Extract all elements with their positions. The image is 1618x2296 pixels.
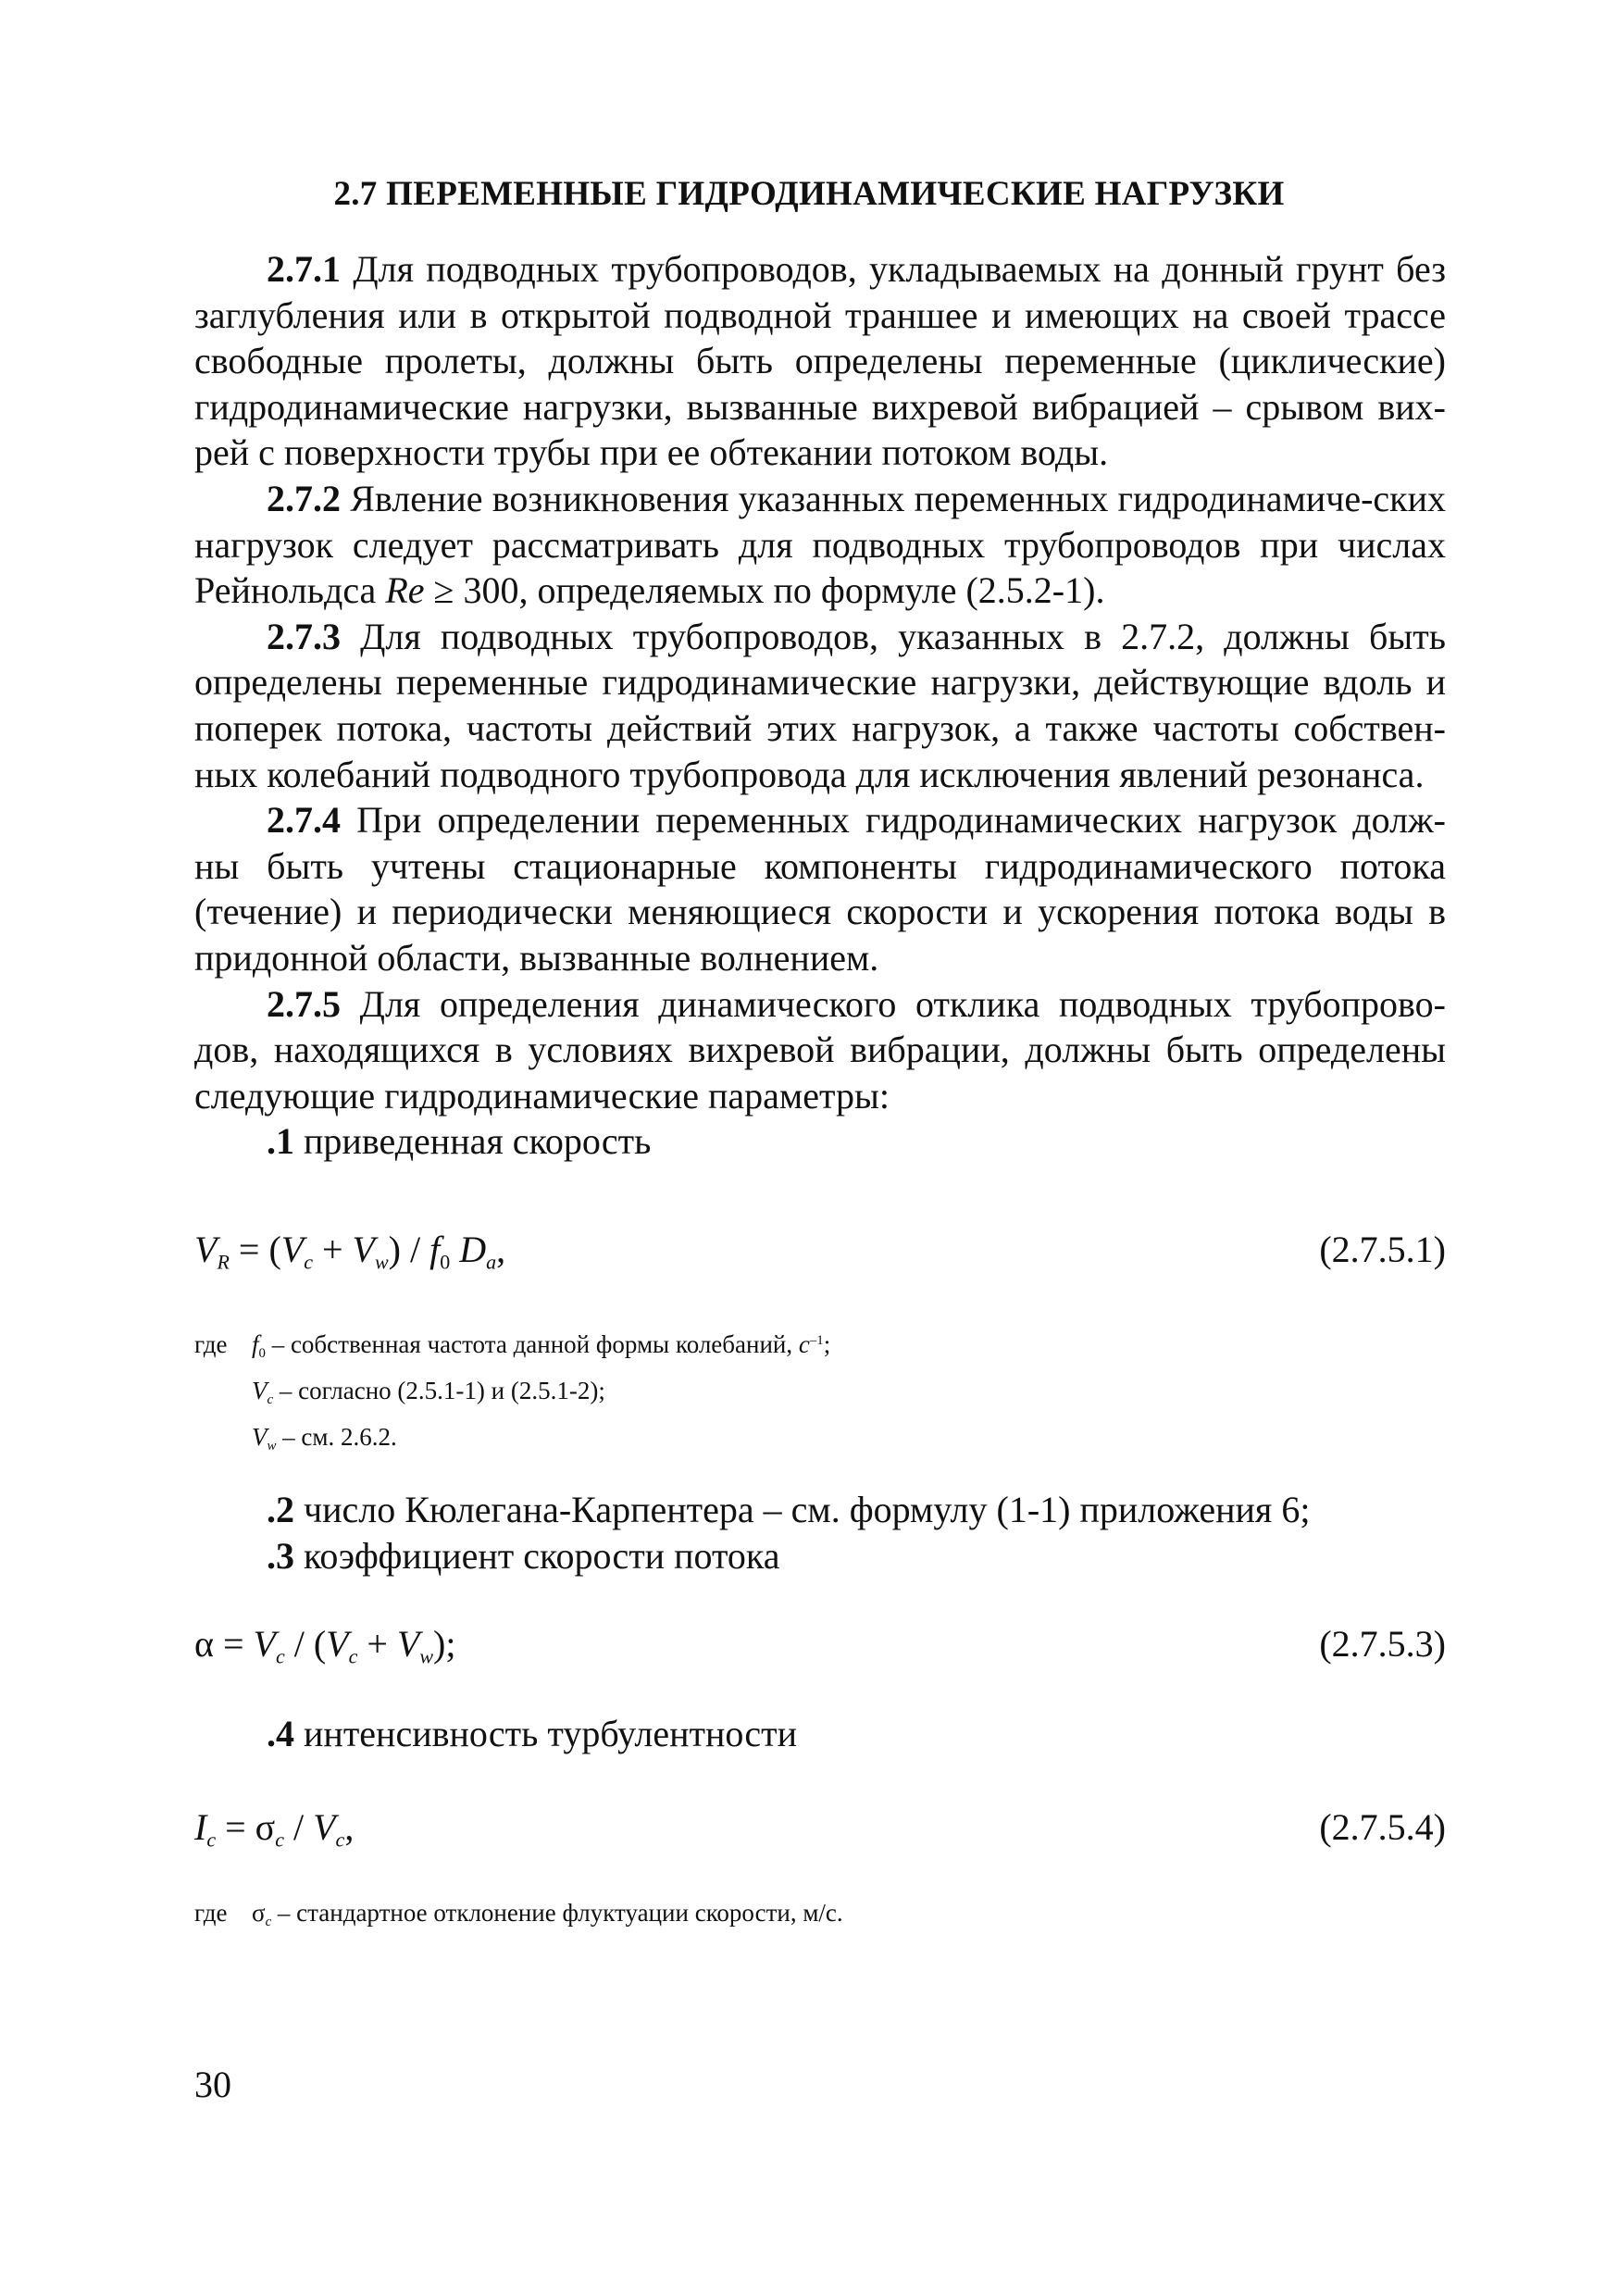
item-text: приведенная скорость [294, 1120, 652, 1163]
formula-2-7-5-1 [194, 1228, 1446, 1283]
list-item-3 [194, 1533, 1446, 1579]
where-unit-exponent: –1 [809, 1333, 824, 1348]
paragraph-2-7-1 [194, 246, 1446, 476]
where-vw-description: – см. 2.6.2. [276, 1423, 397, 1452]
formula-number: (2.7.5.1) [1319, 1229, 1446, 1270]
body-text-block [194, 246, 1446, 1165]
where-clause-1: где $f_0$ – собственная частота данной формы колебаний, $с^{-1}$; $V_c$ – согласно (2.5.1-1) и (2.5.1-2); $V_w$ – см. 2.6.2. [194, 1322, 830, 1465]
where-unit: с [798, 1329, 810, 1358]
paragraph-number: 2.7.4 [267, 799, 341, 842]
where-label: где [194, 1329, 228, 1358]
page-number: 30 [194, 2064, 231, 2105]
item-text: число Кюлегана-Карпентера – см. формулу (1-1) приложения 6; [294, 1489, 1311, 1530]
paragraph-text: ≥ 300, определяемых по формуле (2.5.2-1). [424, 569, 1105, 612]
where-f0-description: – собственная частота данной формы колебаний, [265, 1329, 799, 1358]
paragraph-text: Для определения динамического отклика подводных трубопрово-дов, находящихся в условиях вихревой вибрации, должны быть определены следующие гидродинамические параметры: [194, 982, 1446, 1117]
reynolds-symbol: Re [385, 569, 425, 612]
formula-number: (2.7.5.3) [1319, 1623, 1446, 1665]
item-number: .4 [267, 1713, 294, 1754]
formula-expression: $\alpha = V_c / (V_c + V_w)$; [194, 1623, 456, 1668]
formula-number: (2.7.5.4) [1319, 1806, 1446, 1848]
formula-expression: $V_R = (V_c + V_w) / f_0$ $D_a$, [194, 1229, 506, 1274]
body-text-block [194, 1487, 1446, 1578]
item-text: коэффициент скорости потока [294, 1534, 780, 1577]
paragraph-2-7-2 [194, 476, 1446, 614]
formula-expression: $I_c = \sigma_c / V_c$, [194, 1806, 355, 1852]
where-unit-end: ; [823, 1329, 831, 1358]
item-number: .3 [267, 1534, 294, 1577]
paragraph-2-7-4 [194, 797, 1446, 980]
list-item-2 [194, 1487, 1446, 1533]
item-number: .2 [267, 1489, 294, 1530]
paragraph-number: 2.7.5 [267, 982, 341, 1025]
paragraph-2-7-5 [194, 981, 1446, 1119]
section-heading: 2.7 ПЕРЕМЕННЫЕ ГИДРОДИНАМИЧЕСКИЕ НАГРУЗКИ [333, 175, 1285, 213]
paragraph-number: 2.7.2 [267, 477, 341, 519]
paragraph-text: Явление возникновения указанных переменных гидродинамиче-ских нагрузок следует рассматривать для подводных трубопроводов при числах Рейнольдса [194, 477, 1446, 612]
formula-2-7-5-4 [194, 1805, 1446, 1861]
where-sigma-description: – стандартное отклонение флуктуации скорости, м/с. [271, 1899, 843, 1927]
where-vc-description: – согласно (2.5.1-1) и (2.5.1-2); [273, 1377, 605, 1405]
paragraph-text: Для подводных трубопроводов, укладываемых на донный грунт без заглубления или в открытой подводной траншее и имеющих на своей трассе свободные пролеты, должны быть определены переменные (циклические) гидродинамические нагрузки, вызванные вихревой вибрацией – срывом вих-рей с поверхности трубы при ее обтекании потоком воды. [194, 248, 1446, 474]
paragraph-number: 2.7.1 [267, 248, 341, 290]
paragraph-number: 2.7.3 [267, 615, 341, 657]
list-item-4 [194, 1711, 1446, 1757]
body-text-block [194, 1711, 1446, 1757]
paragraph-text: При определении переменных гидродинамических нагрузок долж-ны быть учтены стационарные компоненты гидродинамического потока (течение) и периодически меняющиеся скорости и ускорения потока воды в придонной области, вызванные волнением. [194, 799, 1446, 979]
where-label: где [194, 1899, 228, 1927]
formula-2-7-5-3 [194, 1622, 1446, 1678]
where-clause-2: где $\sigma_c$ – стандартное отклонение флуктуации скорости, м/с. [194, 1894, 843, 1940]
item-text: интенсивность турбулентности [294, 1713, 798, 1754]
paragraph-text: Для подводных трубопроводов, указанных в 2.7.2, должны быть определены переменные гидродинамические нагрузки, действующие вдоль и поперек потока, частоты действий этих нагрузок, а также частоты собствен-ных колебаний подводного трубопровода для исключения явлений резонанса. [194, 615, 1446, 795]
list-item-1 [194, 1118, 1446, 1165]
paragraph-2-7-3 [194, 614, 1446, 797]
item-number: .1 [267, 1120, 294, 1163]
